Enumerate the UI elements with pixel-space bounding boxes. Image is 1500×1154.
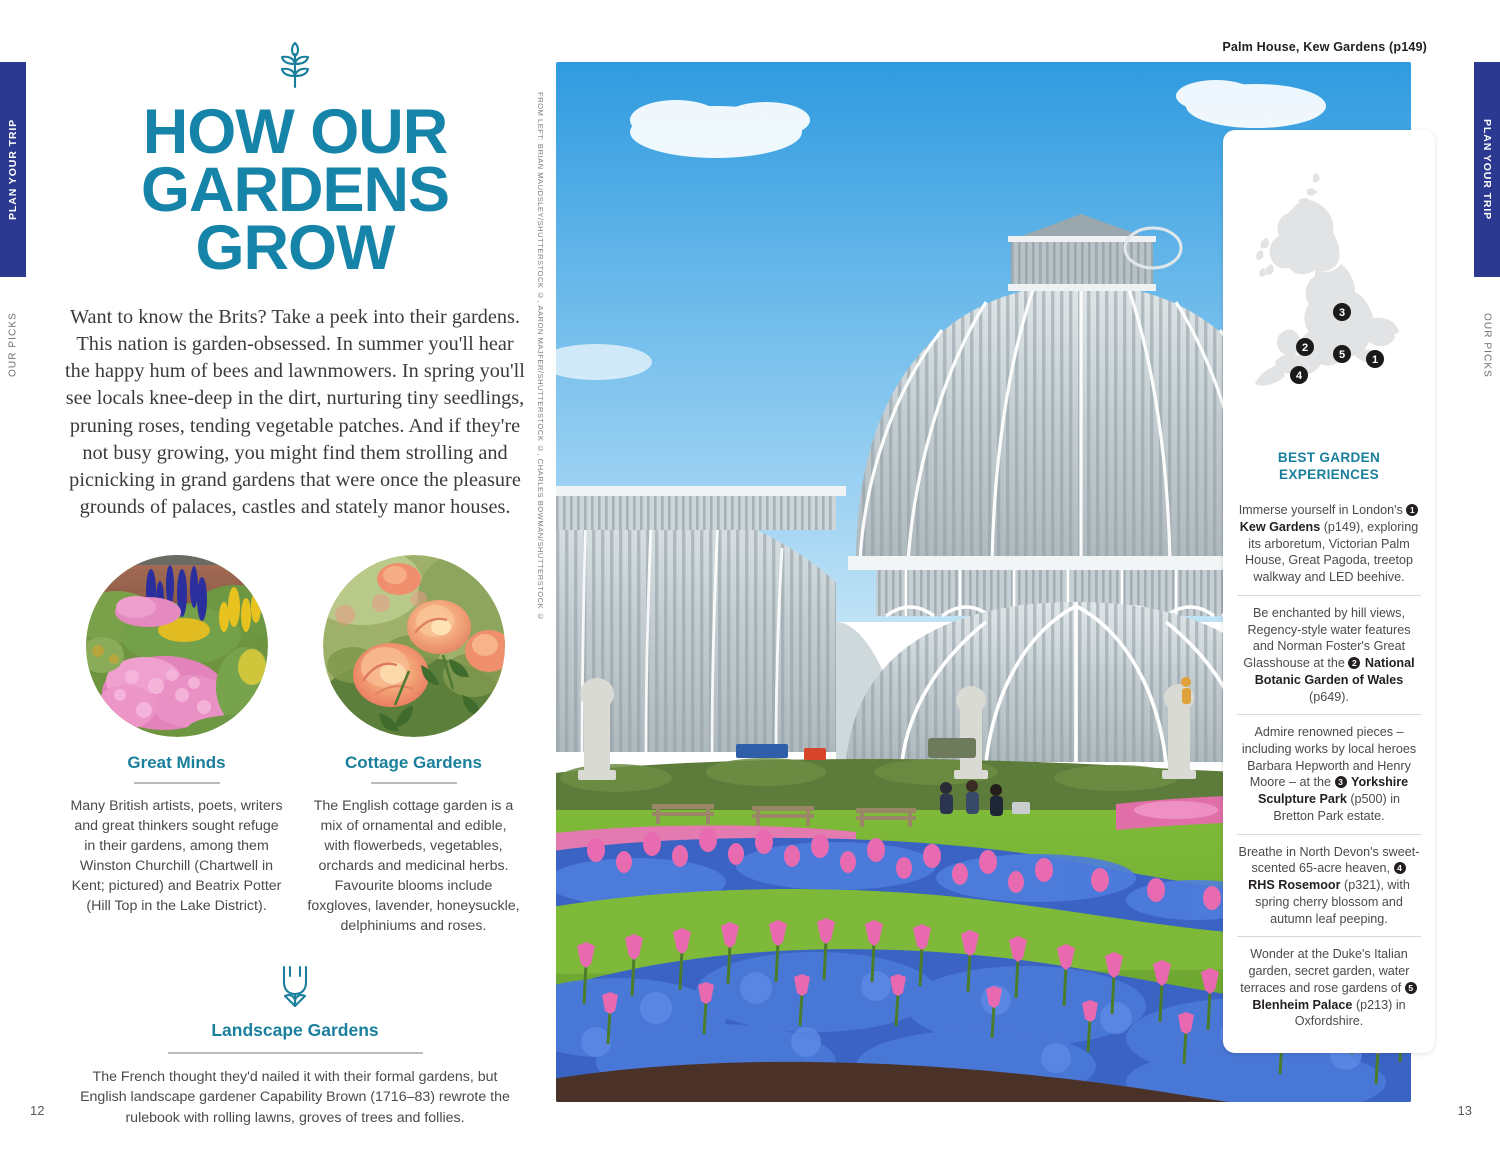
column-divider [371,782,457,784]
landscape-body: The French thought they'd nailed it with their formal gardens, but English landscape gardener Capability Brown (1716–83) rewrote the rulebook with rolling lawns, groves of trees and follies. [80,1069,510,1126]
right-page [536,0,1445,1154]
feature-column-great-minds [65,555,288,936]
entry-number-badge: 5 [1405,982,1417,994]
photo-caption: Palm House, Kew Gardens (p149) [1222,40,1427,54]
landscape-divider [168,1052,423,1054]
entry-place-name: Kew Gardens [1239,519,1321,534]
uk-map-with-numbered-markers [1237,142,1421,442]
page-title [55,97,535,283]
left-page [55,0,535,1154]
entry-post-text: (p149), exploring its arboretum, Victorian Palm House, Great Pagoda, treetop walkway and LED beehive. [1244,519,1419,585]
headline-line-1: HOW OUR [142,97,448,167]
left-section-label: PLAN YOUR TRIP [7,118,19,221]
garden-border-flowers-photo [86,555,268,737]
intro-paragraph: Want to know the Brits? Take a peek into their gardens. This nation is garden-obsessed. In summer you'll hear the happy hum of bees and lawnmowers. In spring you'll see locals knee-deep in the dirt, nurturing tiny seedlings, pruning roses, tending vegetable patches. And if they're not busy growing, you might find them strolling and picnicking in grand gardens that were once the pleasure grounds of palaces, castles and stately manor houses. [65,305,525,519]
left-subsection-label: OUR PICKS [7,312,19,378]
svg-text:5: 5 [1338,349,1346,361]
entry-pre-text: Wonder at the Duke's Italian garden, secret garden, water terraces and rose gardens of [1240,947,1410,995]
column-body: The English cottage garden is a mix of ornamental and edible, with flowerbeds, vegetables, orchards and medicinal herbs. Favourite blooms include foxgloves, lavender, honeysuckle, delphiniums and roses. [307,798,520,935]
tulip-icon [273,962,317,1010]
card-title-line-2: EXPERIENCES [1279,466,1379,482]
svg-text:4: 4 [1295,370,1303,382]
entry-pre-text: Be enchanted by hill views, Regency-style water features and Norman Foster's Great Glasshouse at the [1243,605,1411,671]
column-divider [134,782,220,784]
page-number-left: 12 [30,1103,45,1118]
entry-number-badge: 4 [1394,862,1406,874]
entry-pre-text: Immerse yourself in London's [1238,503,1403,518]
feature-column-cottage-gardens [302,555,525,936]
card-title [1237,450,1421,483]
entry-number-badge: 3 [1335,776,1347,788]
column-title: Cottage Gardens [345,753,482,773]
entry-post-text: (p321), with spring cherry blossom and autumn leaf peeping. [1255,878,1410,926]
peach-roses-photo [323,555,505,737]
experience-entry-3 [1237,714,1421,833]
right-edge-tab [1474,0,1500,1154]
entry-pre-text: Breathe in North Devon's sweet-scented 65-acre heaven, [1238,844,1420,876]
best-garden-experiences-card [1223,130,1435,1053]
experience-entry-5 [1237,936,1421,1039]
entry-pre-text: Admire renowned pieces – including works by local heroes Barbara Hepworth and Henry Moore – at the [1241,725,1417,790]
sprig-icon [273,40,317,90]
right-subsection-label: OUR PICKS [1481,312,1493,378]
feature-columns [65,555,525,936]
headline-line-3: GROW [195,212,395,283]
entry-place-name: Blenheim Palace [1252,997,1353,1012]
svg-text:1: 1 [1371,354,1379,366]
photo-credit: FROM LEFT: BRIAN MAUDSLEY/SHUTTERSTOCK ©, AARON MAJFER/SHUTTERSTOCK ©, CHARLES BOWMAN/SHUTTERSTOCK © [536,92,545,622]
entry-place-name: National Botanic Garden of Wales [1254,656,1415,687]
headline-line-2: GARDENS [140,154,450,225]
right-section-band [1474,62,1500,277]
experience-entry-4 [1237,834,1421,937]
svg-text:3: 3 [1338,307,1346,319]
entry-number-badge: 2 [1348,657,1360,669]
left-section-band [0,62,26,277]
entry-number-badge: 1 [1406,504,1418,516]
landscape-gardens-block [55,962,535,1127]
experience-entry-2 [1237,595,1421,714]
entry-place-name: RHS Rosemoor [1248,878,1341,893]
entry-post-text: (p649). [1309,689,1349,704]
left-edge-tab [0,0,26,1154]
right-section-label: PLAN YOUR TRIP [1481,118,1493,221]
card-title-line-1: BEST GARDEN [1277,450,1381,465]
entry-post-text: (p213) in Oxfordshire. [1294,997,1406,1029]
column-title: Great Minds [127,753,226,773]
experience-entry-1 [1237,493,1421,595]
entry-place-name: Yorkshire Sculpture Park [1257,775,1409,807]
svg-text:2: 2 [1301,342,1309,354]
entry-post-text: (p500) in Bretton Park estate. [1273,792,1401,823]
page-number-right: 13 [1457,1103,1472,1118]
landscape-title: Landscape Gardens [211,1020,379,1041]
column-body: Many British artists, poets, writers and great thinkers sought refuge in their gardens, among them Winston Churchill (Chartwell in Kent; pictured) and Beatrix Potter (Hill Top in the Lake District). [70,798,283,915]
